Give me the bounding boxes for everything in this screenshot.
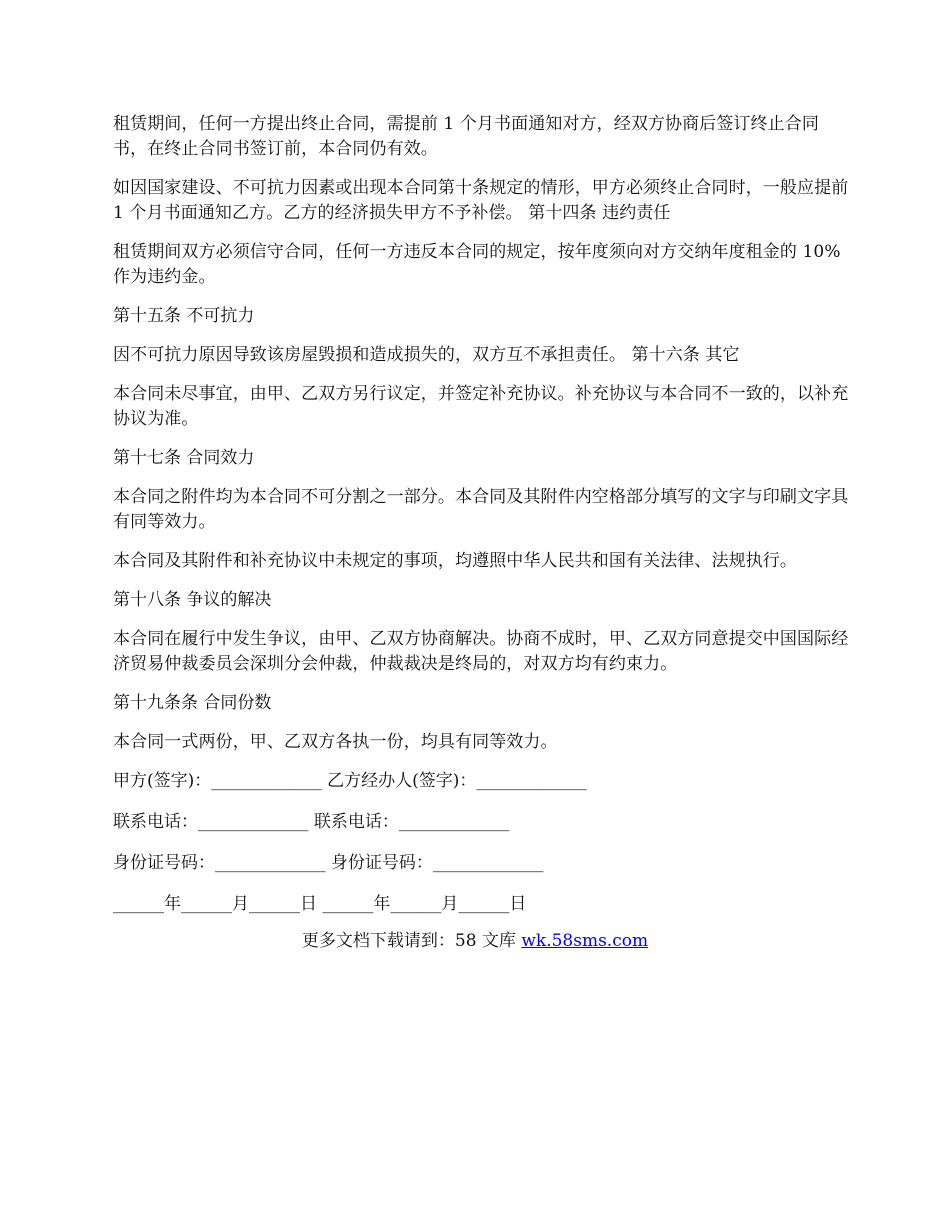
paragraph-dispute-resolution: 本合同在履行中发生争议，由甲、乙双方协商解决。协商不成时，甲、乙双方同意提交中国国际经济贸易仲裁委员会深圳分会仲裁，仲裁裁决是终局的，对双方均有约束力。 (113, 629, 849, 674)
id-number-line: 身份证号码：_____________ 身份证号码：_____________ (113, 853, 544, 873)
paragraph-copies: 本合同一式两份，甲、乙双方各执一份，均具有同等效力。 (113, 732, 558, 752)
footer-link[interactable]: wk.58sms.com (521, 931, 649, 951)
heading-article-18: 第十八条 争议的解决 (113, 590, 272, 610)
date-line: ______年______月______日 ______年______月______日 (113, 894, 527, 914)
paragraph-annex-validity: 本合同之附件均为本合同不可分割之一部分。本合同及其附件内空格部分填写的文字与印刷文字具有同等效力。 (113, 487, 849, 532)
footer-text: 更多文档下载请到：58 文库 (301, 931, 522, 951)
heading-article-17: 第十七条 合同效力 (113, 448, 255, 468)
footer (0, 929, 950, 954)
signature-line: 甲方(签字)：_____________ 乙方经办人(签字)：_____________ (113, 771, 587, 791)
paragraph-breach-liability: 租赁期间双方必须信守合同，任何一方违反本合同的规定，按年度须向对方交纳年度租金的 10%作为违约金。 (113, 242, 841, 287)
paragraph-force-majeure-termination: 如因国家建设、不可抗力因素或出现本合同第十条规定的情形，甲方必须终止合同时，一般应提前 1 个月书面通知乙方。乙方的经济损失甲方不予补偿。 第十四条 违约责任 (113, 178, 849, 223)
heading-article-15: 第十五条 不可抗力 (113, 306, 255, 326)
paragraph-termination-notice: 租赁期间，任何一方提出终止合同，需提前 1 个月书面通知对方，经双方协商后签订终止合同书，在终止合同书签订前，本合同仍有效。 (113, 114, 819, 159)
phone-line: 联系电话：_____________ 联系电话：_____________ (113, 812, 510, 832)
document-body (113, 112, 853, 933)
paragraph-supplementary-agreement: 本合同未尽事宜，由甲、乙双方另行议定，并签定补充协议。补充协议与本合同不一致的，以补充协议为准。 (113, 384, 849, 429)
heading-article-19: 第十九条条 合同份数 (113, 693, 272, 713)
paragraph-force-majeure: 因不可抗力原因导致该房屋毁损和造成损失的，双方互不承担责任。 第十六条 其它 (113, 345, 740, 365)
paragraph-applicable-law: 本合同及其附件和补充协议中未规定的事项，均遵照中华人民共和国有关法律、法规执行。 (113, 551, 797, 571)
